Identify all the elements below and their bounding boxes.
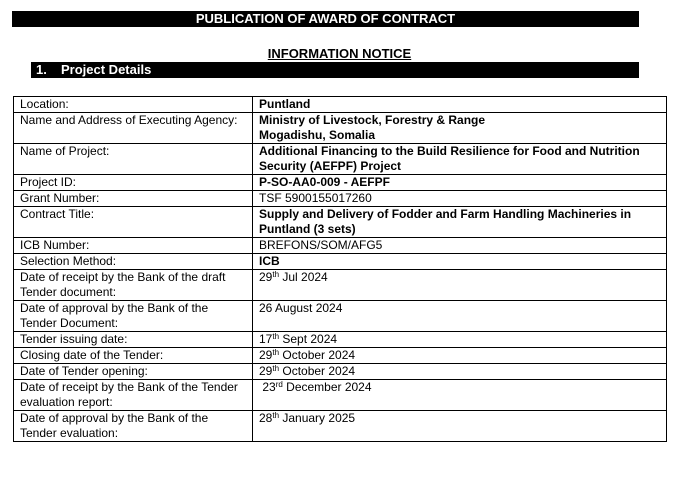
field-value-line: Puntland <box>259 97 311 111</box>
table-row <box>14 411 667 442</box>
field-value <box>253 191 667 207</box>
date-day: 23 <box>259 380 276 394</box>
field-value-line: Puntland (3 sets) <box>259 222 356 236</box>
field-label: Contract Title: <box>14 207 253 238</box>
date-day: 17 <box>259 332 273 346</box>
field-value-line: Ministry of Livestock, Forestry & Range <box>259 113 486 127</box>
field-value <box>253 301 667 332</box>
field-value <box>253 270 667 301</box>
field-value <box>253 144 667 175</box>
date-month-year: Jul 2024 <box>279 270 328 284</box>
field-value <box>253 175 667 191</box>
date-day: 29 <box>259 270 273 284</box>
field-value-line: Supply and Delivery of Fodder and Farm Handling Machineries in <box>259 207 632 221</box>
section-number: 1. <box>36 62 47 77</box>
date-ordinal-suffix: th <box>272 348 280 357</box>
field-value <box>253 113 667 144</box>
project-details-table <box>13 96 667 442</box>
project-details-body <box>14 97 667 442</box>
field-label: Date of approval by the Bank of the Tender Document: <box>14 301 253 332</box>
date-ordinal-suffix: rd <box>275 380 283 389</box>
date-ordinal-suffix: th <box>272 332 280 341</box>
field-value <box>253 364 667 380</box>
date-day: 29 <box>259 348 273 362</box>
table-row <box>14 238 667 254</box>
table-row <box>14 254 667 270</box>
date-day: 29 <box>259 364 273 378</box>
document-title: PUBLICATION OF AWARD OF CONTRACT <box>12 11 639 27</box>
field-label: Grant Number: <box>14 191 253 207</box>
field-label: Project ID: <box>14 175 253 191</box>
date-month-year: Sept 2024 <box>279 332 338 346</box>
field-value-line: Mogadishu, Somalia <box>259 128 376 142</box>
field-value <box>253 238 667 254</box>
field-label: Date of approval by the Bank of the Tender evaluation: <box>14 411 253 442</box>
field-label: Location: <box>14 97 253 113</box>
field-value <box>253 380 667 411</box>
date-month-year: December 2024 <box>282 380 372 394</box>
field-value <box>253 207 667 238</box>
field-value-line: Security (AEFPF) Project <box>259 159 402 173</box>
field-label: Date of receipt by the Bank of the draft Tender document: <box>14 270 253 301</box>
field-value-line: ICB <box>259 254 280 268</box>
date-month-year: October 2024 <box>279 348 356 362</box>
information-notice-heading: INFORMATION NOTICE <box>267 46 412 61</box>
table-row <box>14 332 667 348</box>
table-row <box>14 191 667 207</box>
field-value <box>253 97 667 113</box>
field-label: ICB Number: <box>14 238 253 254</box>
section-title: Project Details <box>61 62 152 77</box>
table-row <box>14 207 667 238</box>
date-month-year: January 2025 <box>279 411 356 425</box>
table-row <box>14 97 667 113</box>
table-row <box>14 144 667 175</box>
field-label: Selection Method: <box>14 254 253 270</box>
field-value-line: TSF 5900155017260 <box>259 191 372 205</box>
date-ordinal-suffix: th <box>272 270 280 279</box>
field-value-line: BREFONS/SOM/AFG5 <box>259 238 383 252</box>
section-header <box>31 62 639 78</box>
field-value <box>253 411 667 442</box>
date-ordinal-suffix: th <box>272 364 280 373</box>
field-value-line: P-SO-AA0-009 - AEFPF <box>259 175 390 189</box>
field-value <box>253 348 667 364</box>
table-row <box>14 301 667 332</box>
table-row <box>14 113 667 144</box>
table-row <box>14 175 667 191</box>
date-month-year: October 2024 <box>279 364 356 378</box>
field-value-line: Additional Financing to the Build Resilience for Food and Nutrition <box>259 144 640 158</box>
field-value <box>253 254 667 270</box>
table-row <box>14 380 667 411</box>
field-label: Date of receipt by the Bank of the Tender evaluation report: <box>14 380 253 411</box>
field-label: Tender issuing date: <box>14 332 253 348</box>
table-row <box>14 348 667 364</box>
table-row <box>14 270 667 301</box>
date-ordinal-suffix: th <box>272 411 280 420</box>
field-label: Date of Tender opening: <box>14 364 253 380</box>
field-label: Name of Project: <box>14 144 253 175</box>
field-label: Closing date of the Tender: <box>14 348 253 364</box>
field-label: Name and Address of Executing Agency: <box>14 113 253 144</box>
field-value <box>253 332 667 348</box>
field-value-line: 26 August 2024 <box>259 301 343 315</box>
table-row <box>14 364 667 380</box>
date-day: 28 <box>259 411 273 425</box>
